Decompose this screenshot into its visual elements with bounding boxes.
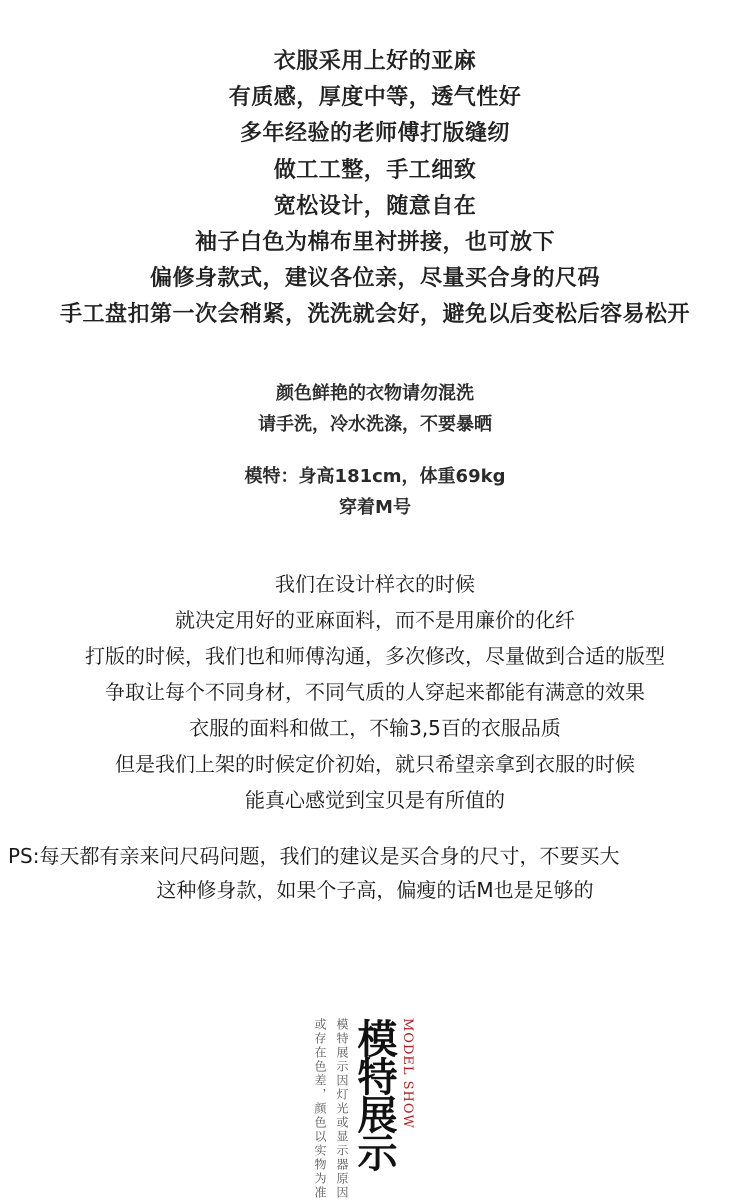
logo-note-lighting: 模特展示因灯光或显示器原因 — [335, 1018, 349, 1200]
description-line: 多年经验的老师傅打版缝纫 — [239, 121, 510, 147]
description-line: 衣服采用上好的亚麻 — [273, 49, 477, 74]
logo-title: 模特展示 — [351, 1018, 398, 1170]
description-line: 袖子白色为棉布里衬拼接，也可放下 — [194, 230, 555, 256]
story-line: 争取让每个不同身材，不同气质的人穿起来都能有满意的效果 — [105, 680, 645, 704]
story-line: 我们在设计样衣的时候 — [275, 572, 475, 596]
description-line: 偏修身款式，建议各位亲，尽量买合身的尺码 — [149, 266, 600, 292]
design-story — [0, 566, 750, 818]
ps-line: PS:每天都有亲来问尺码问题，我们的建议是买合身的尺寸，不要买大 — [8, 844, 620, 868]
story-line: 就决定用好的亚麻面料，而不是用廉价的化纤 — [175, 608, 575, 632]
care-line: 请手洗，冷水洗涤，不要暴晒 — [258, 414, 492, 435]
model-info — [0, 461, 750, 523]
description-line: 有质感，厚度中等，透气性好 — [228, 85, 522, 111]
model-show-logo — [312, 1018, 422, 1200]
story-line: 衣服的面料和做工，不输3,5百的衣服品质 — [189, 716, 561, 740]
care-line: 颜色鲜艳的衣物请勿混洗 — [276, 383, 474, 404]
logo-subtitle: MODEL SHOW — [400, 1018, 415, 1129]
story-line: 打版的时候，我们也和师傅沟通，多次修改，尽量做到合适的版型 — [85, 644, 665, 668]
logo-note-color-difference: 或存在色差，颜色以实物为准 — [313, 1018, 327, 1200]
description-line: 宽松设计，随意自在 — [273, 193, 477, 219]
model-line: 模特：身高181cm，体重69kg — [244, 466, 506, 487]
description-line: 做工工整，手工细致 — [273, 157, 477, 183]
story-line: 能真心感觉到宝贝是有所值的 — [245, 788, 505, 812]
care-instructions — [0, 378, 750, 440]
ps-line: 这种修身款，如果个子高，偏瘦的话M也是足够的 — [156, 878, 594, 902]
description-line: 手工盘扣第一次会稍紧，洗洗就会好，避免以后变松后容易松开 — [59, 302, 690, 328]
story-line: 但是我们上架的时候定价初始，就只希望亲拿到衣服的时候 — [115, 752, 635, 776]
ps-note — [0, 839, 750, 907]
model-line: 穿着M号 — [339, 497, 411, 518]
product-description — [0, 44, 750, 334]
